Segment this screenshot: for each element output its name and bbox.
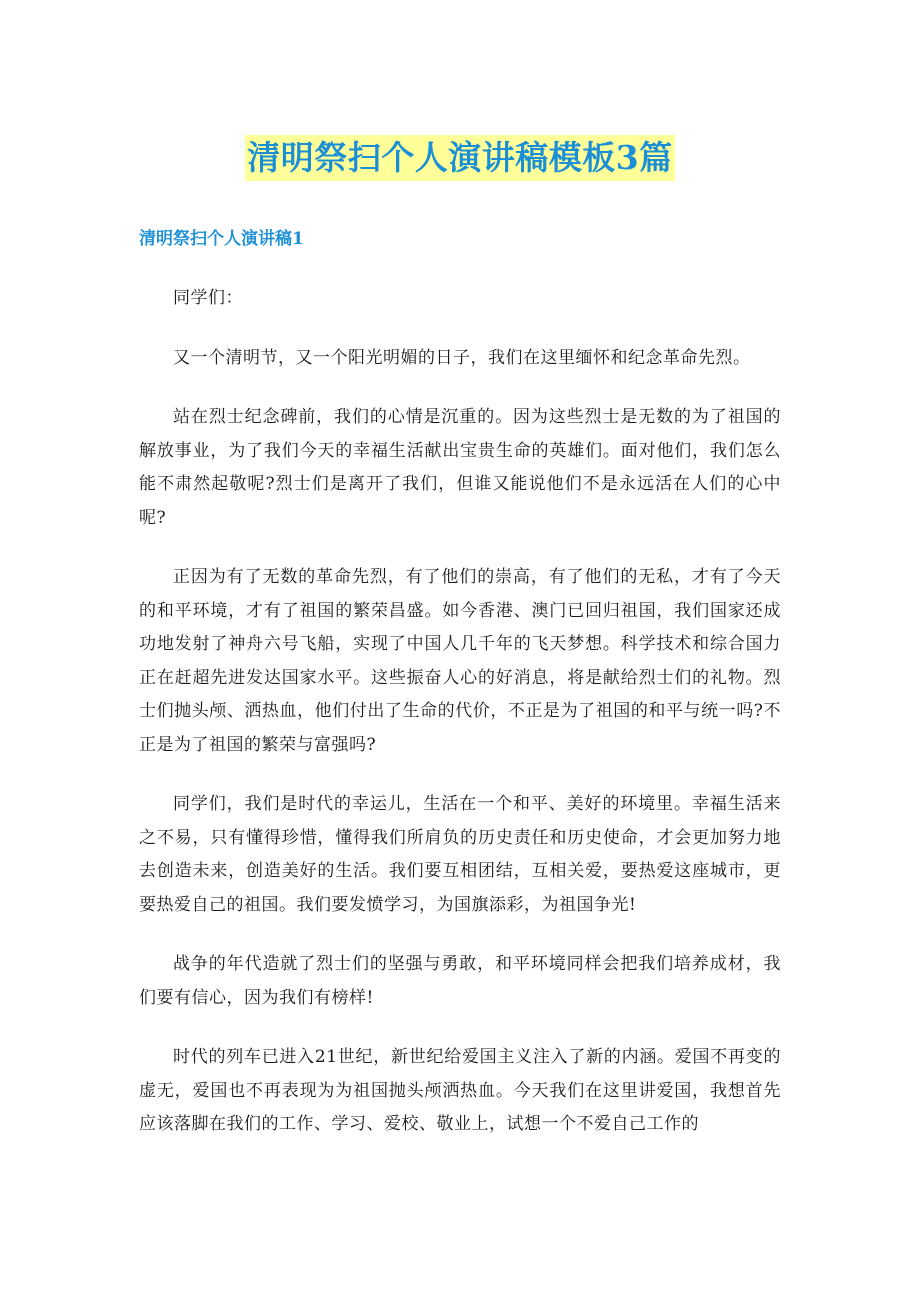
- paragraph: 战争的年代造就了烈士们的坚强与勇敢，和平环境同样会把我们培养成材，我们要有信心，因为我们有榜样!: [139, 954, 781, 1008]
- paragraph-greeting: 同学们：: [173, 288, 243, 308]
- document-body: [139, 282, 781, 1168]
- paragraph: 正因为有了无数的革命先烈，有了他们的崇高，有了他们的无私，才有了今天的和平环境，才有了祖国的繁荣昌盛。如今香港、澳门已回归祖国，我们国家还成功地发射了神舟六号飞船，实现了中国人几千年的飞天梦想。科学技术和综合国力正在赶超先进发达国家水平。这些振奋人心的好消息，将是献给烈士们的礼物。烈士们抛头颅、洒热血，他们付出了生命的代价，不正是为了祖国的和平与统一吗?不正是为了祖国的繁荣与富强吗?: [139, 567, 781, 755]
- section-heading: 清明祭扫个人演讲稿1: [139, 229, 304, 249]
- document-title: 清明祭扫个人演讲稿模板3篇: [245, 135, 674, 181]
- paragraph: 又一个清明节，又一个阳光明媚的日子，我们在这里缅怀和纪念革命先烈。: [173, 347, 751, 368]
- paragraph: 时代的列车已进入21世纪，新世纪给爱国主义注入了新的内涵。爱国不再变的虚无，爱国也不再表现为为祖国抛头颅洒热血。今天我们在这里讲爱国，我想首先应该落脚在我们的工作、学习、爱校、敬业上，试想一个不爱自己工作的: [139, 1047, 781, 1134]
- title-container: [0, 135, 920, 181]
- paragraph: 站在烈士纪念碑前，我们的心情是沉重的。因为这些烈士是无数的为了祖国的解放事业，为了我们今天的幸福生活献出宝贵生命的英雄们。面对他们，我们怎么能不肃然起敬呢?烈士们是离开了我们，但谁又能说他们不是永远活在人们的心中呢?: [139, 407, 781, 528]
- paragraph: 同学们，我们是时代的幸运儿，生活在一个和平、美好的环境里。幸福生活来之不易，只有懂得珍惜，懂得我们所肩负的历史责任和历史使命，才会更加努力地去创造未来，创造美好的生活。我们要互相团结，互相关爱，要热爱这座城市，更要热爱自己的祖国。我们要发愤学习，为国旗添彩，为祖国争光!: [139, 794, 781, 915]
